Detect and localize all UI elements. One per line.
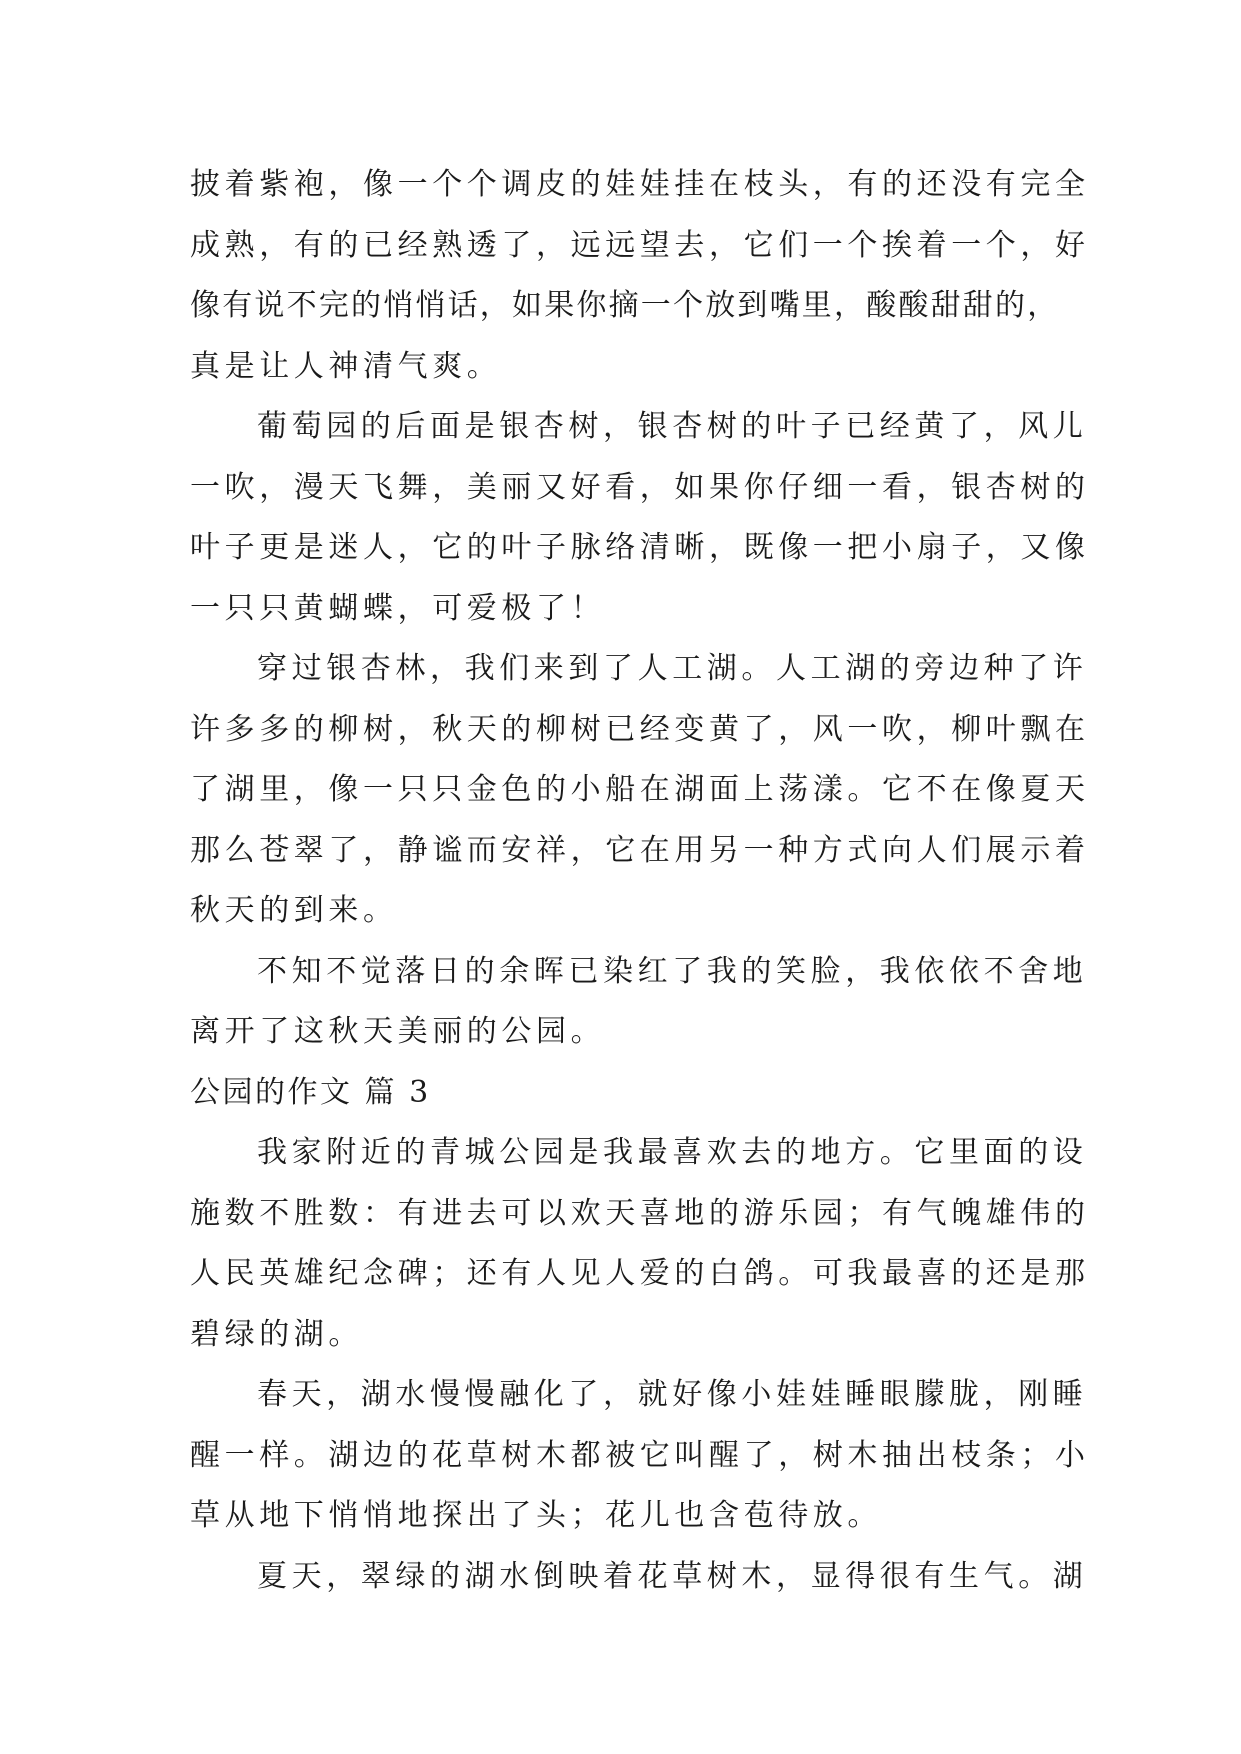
essay-text xyxy=(190,155,1090,1607)
text-line: 披着紫袍，像一个个调皮的娃娃挂在枝头，有的还没有完全 xyxy=(190,167,1090,202)
text-line: 那么苍翠了，静谧而安祥，它在用另一种方式向人们展示着 xyxy=(190,832,1090,868)
paragraph-start-line: 葡萄园的后面是银杏树，银杏树的叶子已经黄了，风儿 xyxy=(257,409,1088,444)
text-line: 离开了这秋天美丽的公园。 xyxy=(190,1014,606,1049)
text-line: 真是让人神清气爽。 xyxy=(190,348,502,384)
paragraph-start-line: 穿过银杏林，我们来到了人工湖。人工湖的旁边种了许 xyxy=(257,651,1088,686)
text-line: 碧绿的湖。 xyxy=(190,1316,363,1352)
text-line: 施数不胜数：有进去可以欢天喜地的游乐园；有气魄雄伟的 xyxy=(190,1195,1090,1231)
text-line: 一只只黄蝴蝶，可爱极了！ xyxy=(190,590,606,626)
text-line: 醒一样。湖边的花草树木都被它叫醒了，树木抽出枝条；小 xyxy=(190,1437,1090,1473)
text-line: 一吹，漫天飞舞，美丽又好看，如果你仔细一看，银杏树的 xyxy=(190,469,1090,505)
text-line: 叶子更是迷人，它的叶子脉络清晰，既像一把小扇子，又像 xyxy=(190,530,1090,565)
text-line: 了湖里，像一只只金色的小船在湖面上荡漾。它不在像夏天 xyxy=(190,772,1090,807)
paragraph-start-line: 不知不觉落日的余晖已染红了我的笑脸，我依依不舍地 xyxy=(257,953,1088,989)
text-line: 成熟，有的已经熟透了，远远望去，它们一个挨着一个，好 xyxy=(190,227,1090,263)
text-line: 秋天的到来。 xyxy=(190,893,398,928)
paragraph-start-line: 我家附近的青城公园是我最喜欢去的地方。它里面的设 xyxy=(257,1135,1088,1170)
text-line: 草从地下悄悄地探出了头；花儿也含苞待放。 xyxy=(190,1498,882,1533)
paragraph-start-line: 夏天，翠绿的湖水倒映着花草树木，显得很有生气。湖 xyxy=(257,1558,1088,1594)
text-line: 许多多的柳树，秋天的柳树已经变黄了，风一吹，柳叶飘在 xyxy=(190,711,1090,747)
text-line: 人民英雄纪念碑；还有人见人爱的白鸽。可我最喜的还是那 xyxy=(190,1256,1090,1291)
section-heading: 公园的作文 篇 3 xyxy=(190,1074,431,1110)
text-line: 像有说不完的悄悄话，如果你摘一个放到嘴里，酸酸甜甜的， xyxy=(190,288,1060,323)
paragraph-start-line: 春天，湖水慢慢融化了，就好像小娃娃睡眼朦胧，刚睡 xyxy=(257,1377,1088,1412)
